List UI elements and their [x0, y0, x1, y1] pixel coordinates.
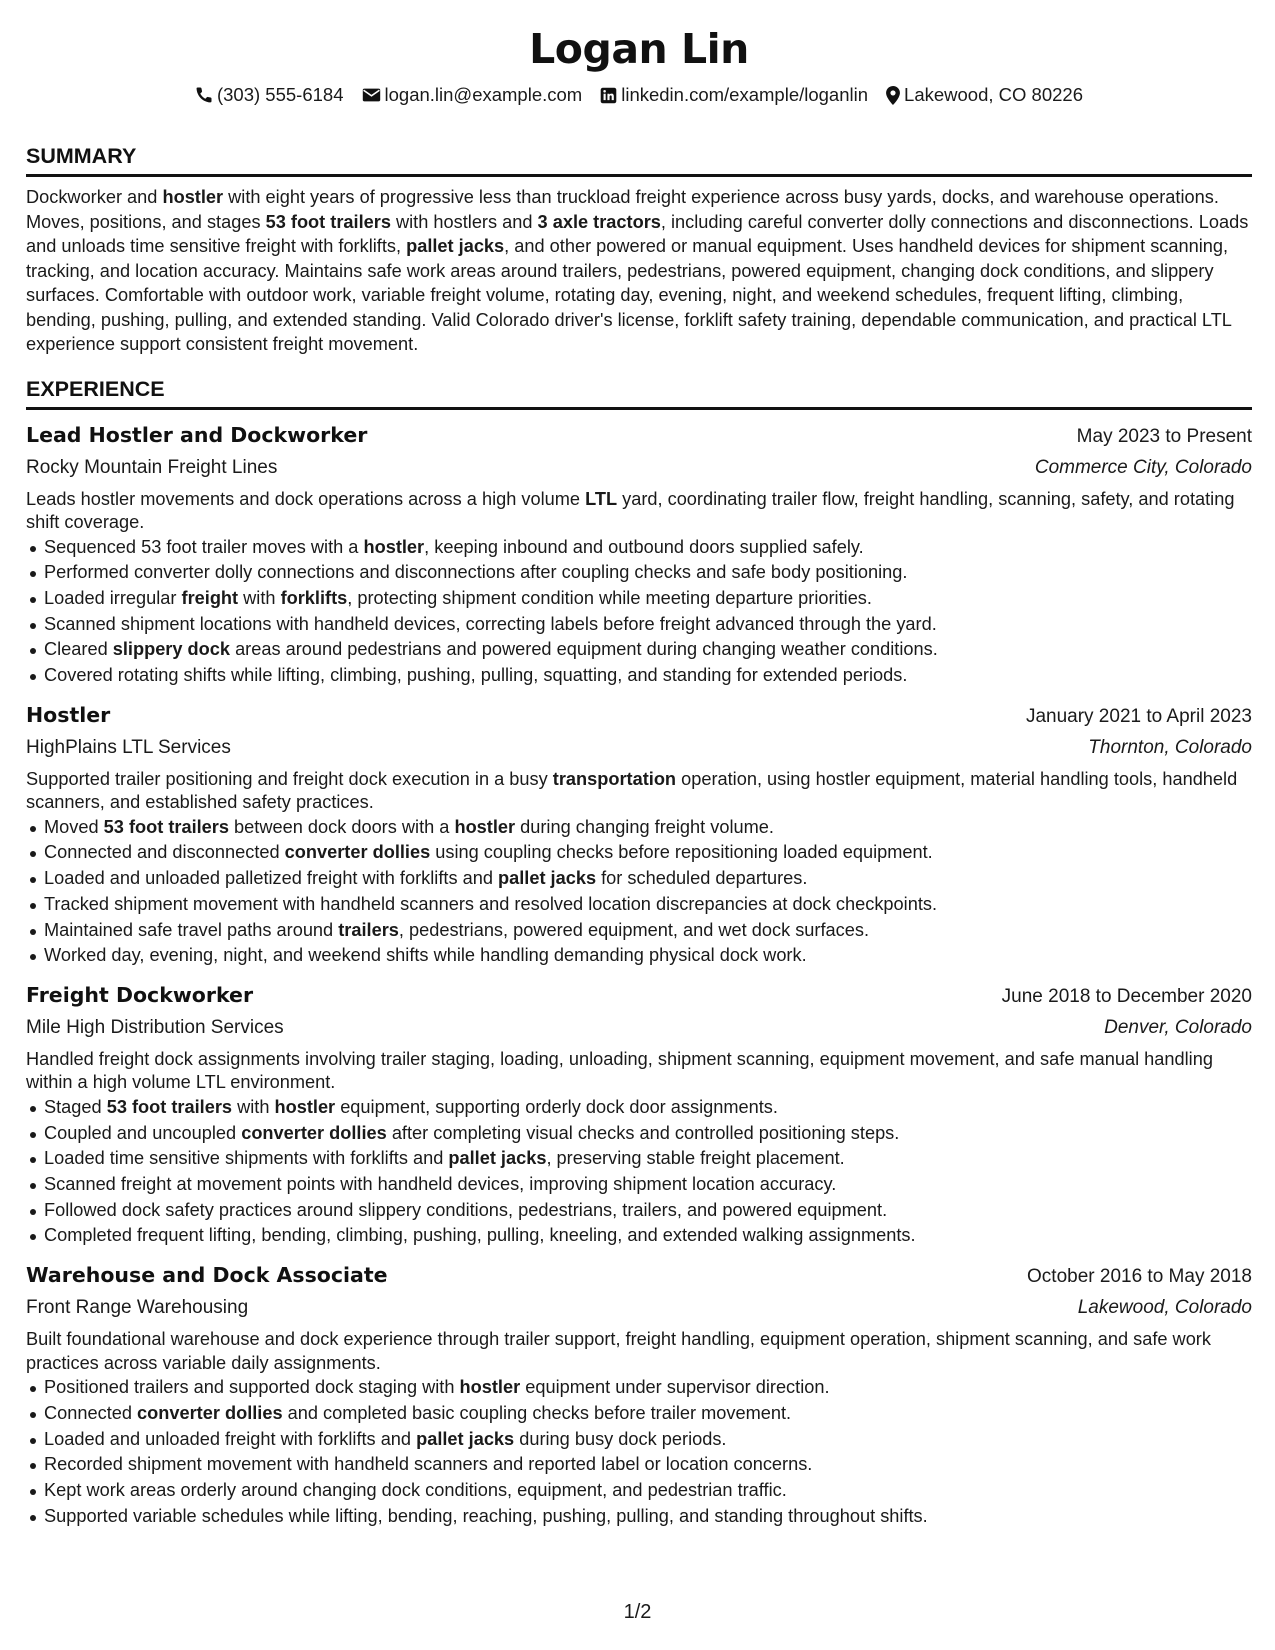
text-segment: between dock doors with a — [229, 816, 455, 837]
experience-section — [26, 376, 1252, 1530]
text-segment: Maintained safe travel paths around — [44, 919, 339, 940]
job-header-row — [26, 1260, 1252, 1292]
job-bullets — [26, 1375, 1252, 1529]
text-segment: with — [238, 587, 281, 608]
text-segment: with eight years of progressive less than truckload freight experience across busy yards, docks, and warehouse operations. Moves, positions, and stages — [26, 187, 1219, 232]
bullet-item — [44, 663, 1252, 689]
text-segment: areas around pedestrians and powered equipment during changing weather conditions. — [230, 639, 938, 660]
bullet-item — [44, 1198, 1252, 1224]
text-segment: Handled freight dock assignments involving trailer staging, loading, unloading, shipment scanning, equipment movement, and safe manual handling within a high volume LTL environment. — [26, 1048, 1213, 1093]
job-title: Warehouse and Dock Associate — [26, 1263, 388, 1288]
text-segment: Cleared — [44, 639, 113, 660]
bold-keyword: slippery dock — [112, 639, 231, 660]
map-pin-icon — [886, 86, 900, 105]
bullet-item — [44, 1095, 1252, 1121]
bullet-item — [44, 586, 1252, 612]
bold-keyword: forklifts — [280, 587, 348, 608]
job-header-row — [26, 980, 1252, 1012]
job-description — [26, 1048, 1252, 1095]
job-title: Freight Dockworker — [26, 982, 254, 1007]
bold-keyword: pallet jacks — [416, 1428, 515, 1449]
bullet-item — [44, 1146, 1252, 1172]
text-segment: Dockworker and — [26, 187, 163, 207]
text-segment: Worked day, evening, night, and weekend shifts while handling demanding physical dock work. — [44, 945, 807, 966]
bold-keyword: transportation — [552, 768, 677, 789]
bold-keyword: 3 axle tractors — [537, 211, 661, 232]
contact-location — [886, 83, 1083, 107]
job-subheader-row — [26, 733, 1252, 763]
text-segment: Supported trailer positioning and freight dock execution in a busy — [26, 768, 553, 789]
job-dates: October 2016 to May 2018 — [1027, 1266, 1252, 1288]
text-segment: using coupling checks before repositioning loaded equipment. — [430, 842, 933, 863]
contact-email[interactable] — [362, 83, 583, 107]
job-entry — [26, 980, 1252, 1249]
job-dates: May 2023 to Present — [1076, 425, 1252, 447]
bold-keyword: LTL — [585, 488, 618, 509]
text-segment: Positioned trailers and supported dock staging with — [44, 1377, 460, 1398]
text-segment: operation, using hostler equipment, material handling tools, handheld scanners, and established safety practices. — [26, 768, 1238, 813]
job-subheader-row — [26, 1013, 1252, 1043]
bullet-item — [44, 918, 1252, 944]
bullet-item — [44, 1401, 1252, 1427]
linkedin-icon — [600, 87, 617, 104]
bullet-item — [44, 1223, 1252, 1249]
job-dates: June 2018 to December 2020 — [1001, 985, 1252, 1007]
text-segment: equipment, supporting orderly dock door assignments. — [335, 1096, 778, 1117]
job-title: Hostler — [26, 702, 111, 727]
text-segment: Tracked shipment movement with handheld scanners and resolved location discrepancies at dock checkpoints. — [44, 893, 938, 914]
job-description — [26, 488, 1252, 535]
text-segment: for scheduled departures. — [596, 868, 808, 889]
linkedin-url[interactable]: linkedin.com/example/loganlin — [621, 84, 869, 105]
contact-bar — [26, 83, 1252, 107]
job-location: Lakewood, Colorado — [1077, 1297, 1252, 1319]
text-segment: Loaded time sensitive shipments with forklifts and — [44, 1148, 449, 1169]
text-segment: Recorded shipment movement with handheld scanners and reported label or location concerns. — [44, 1454, 813, 1475]
bold-keyword: pallet jacks — [498, 868, 597, 889]
text-segment: Connected and disconnected — [44, 842, 285, 863]
text-segment: Completed frequent lifting, bending, climbing, pushing, pulling, kneeling, and extended walking assignments. — [44, 1225, 916, 1246]
bold-keyword: freight — [181, 587, 239, 608]
job-bullets — [26, 815, 1252, 969]
contact-phone — [195, 83, 344, 107]
experience-heading: EXPERIENCE — [26, 376, 1252, 410]
text-segment: Loaded irregular — [44, 587, 182, 608]
job-entry — [26, 1260, 1252, 1529]
bullet-item — [44, 1172, 1252, 1198]
bullet-item — [44, 840, 1252, 866]
phone-number: (303) 555-6184 — [216, 84, 344, 105]
text-segment: with — [232, 1096, 275, 1117]
job-entry — [26, 420, 1252, 689]
text-segment: Staged — [44, 1096, 107, 1117]
job-bullets — [26, 1095, 1252, 1249]
text-segment: , protecting shipment condition while meeting departure priorities. — [347, 587, 872, 608]
bold-keyword: converter dollies — [241, 1122, 387, 1143]
job-description — [26, 768, 1252, 815]
text-segment: , pedestrians, powered equipment, and wet dock surfaces. — [398, 919, 870, 940]
text-segment: , and other powered or manual equipment. Uses handheld devices for shipment scanning, tracking, and location accuracy. Maintains safe work areas around trailers, pedestrians, powered equipment, changing dock conditions, and slippery surfaces. Comfortable with outdoor work, variable freight volume, rotating day, evening, night, and weekend schedules, frequent lifting, climbing, bending, pushing, pulling, and extended standing. Valid Colorado driver's license, forklift safety training, dependable communication, and practical LTL experience support consistent freight movement. — [26, 236, 1232, 354]
bullet-item — [44, 866, 1252, 892]
text-segment: Kept work areas orderly around changing dock conditions, equipment, and pedestrian traffic. — [44, 1479, 787, 1500]
job-location: Thornton, Colorado — [1088, 736, 1252, 758]
text-segment: Covered rotating shifts while lifting, climbing, pushing, pulling, squatting, and standing for extended periods. — [44, 665, 908, 686]
job-company: Front Range Warehousing — [26, 1297, 249, 1319]
text-segment: equipment under supervisor direction. — [520, 1377, 830, 1398]
text-segment: , including careful converter dolly connections and disconnections. Loads and unloads time sensitive freight with forklifts, — [26, 211, 1249, 256]
text-segment: Leads hostler movements and dock operations across a high volume — [26, 488, 586, 509]
bold-keyword: 53 foot trailers — [106, 1096, 233, 1117]
bullet-item — [44, 1504, 1252, 1530]
job-company: Mile High Distribution Services — [26, 1016, 284, 1038]
job-description — [26, 1328, 1252, 1375]
text-segment: Performed converter dolly connections and disconnections after coupling checks and safe body positioning. — [44, 562, 908, 583]
job-list — [26, 420, 1252, 1530]
job-bullets — [26, 535, 1252, 689]
text-segment: during changing freight volume. — [515, 816, 774, 837]
bullet-item — [44, 637, 1252, 663]
text-segment: Coupled and uncoupled — [44, 1122, 242, 1143]
job-entry — [26, 700, 1252, 969]
bold-keyword: 53 foot trailers — [265, 211, 391, 232]
bold-keyword: hostler — [162, 187, 224, 207]
job-company: HighPlains LTL Services — [26, 736, 231, 758]
text-segment: Supported variable schedules while lifting, bending, reaching, pushing, pulling, and standing throughout shifts. — [44, 1505, 928, 1526]
bold-keyword: hostler — [454, 816, 516, 837]
bullet-item — [44, 943, 1252, 969]
summary-section — [26, 143, 1252, 357]
bullet-item — [44, 560, 1252, 586]
bullet-item — [44, 1452, 1252, 1478]
text-segment: Loaded and unloaded freight with forklifts and — [44, 1428, 417, 1449]
text-segment: Followed dock safety practices around slippery conditions, pedestrians, trailers, and powered equipment. — [44, 1199, 888, 1220]
job-title: Lead Hostler and Dockworker — [26, 422, 368, 447]
bold-keyword: hostler — [459, 1377, 521, 1398]
text-segment: during busy dock periods. — [514, 1428, 727, 1449]
job-dates: January 2021 to April 2023 — [1025, 705, 1252, 727]
bold-keyword: converter dollies — [284, 842, 431, 863]
resume-header — [26, 24, 1252, 107]
job-subheader-row — [26, 1293, 1252, 1323]
summary-text — [26, 185, 1252, 357]
text-segment: Connected — [44, 1402, 138, 1423]
text-segment: Scanned freight at movement points with handheld devices, improving shipment location accuracy. — [44, 1174, 837, 1195]
bold-keyword: pallet jacks — [448, 1148, 547, 1169]
bullet-item — [44, 1121, 1252, 1147]
text-segment: Loaded and unloaded palletized freight with forklifts and — [44, 868, 498, 889]
text-segment: Built foundational warehouse and dock experience through trailer support, freight handling, equipment operation, shipment scanning, and safe work practices across variable daily assignments. — [26, 1329, 1211, 1373]
text-segment: , preserving stable freight placement. — [546, 1148, 845, 1169]
text-segment: Scanned shipment locations with handheld devices, correcting labels before freight advanced through the yard. — [44, 613, 937, 634]
bullet-item — [44, 1478, 1252, 1504]
resume-page — [26, 24, 1252, 1529]
page-number: 1/2 — [623, 1601, 652, 1623]
envelope-icon — [362, 87, 381, 103]
bold-keyword: hostler — [274, 1096, 336, 1117]
job-location: Commerce City, Colorado — [1034, 456, 1252, 478]
location-text: Lakewood, CO 80226 — [904, 84, 1083, 105]
job-header-row — [26, 700, 1252, 732]
bold-keyword: 53 foot trailers — [103, 816, 229, 837]
candidate-name: Logan Lin — [529, 25, 749, 73]
text-segment: Moved — [44, 816, 104, 837]
text-segment: after completing visual checks and controlled positioning steps. — [386, 1122, 900, 1143]
text-segment: Sequenced 53 foot trailer moves with a — [44, 536, 364, 557]
summary-heading: SUMMARY — [26, 143, 1252, 177]
bold-keyword: converter dollies — [137, 1402, 283, 1423]
bullet-item — [44, 612, 1252, 638]
job-header-row — [26, 420, 1252, 452]
job-location: Denver, Colorado — [1104, 1016, 1252, 1038]
text-segment: and completed basic coupling checks before trailer movement. — [282, 1402, 792, 1423]
phone-icon — [195, 86, 213, 104]
bullet-item — [44, 535, 1252, 561]
bullet-item — [44, 892, 1252, 918]
bold-keyword: hostler — [363, 536, 425, 557]
contact-linkedin[interactable] — [600, 83, 868, 107]
text-segment: with hostlers and — [390, 211, 538, 232]
text-segment: , keeping inbound and outbound doors supplied safely. — [424, 536, 864, 557]
bold-keyword: trailers — [338, 919, 399, 940]
job-company: Rocky Mountain Freight Lines — [26, 456, 278, 478]
text-segment: yard, coordinating trailer flow, freight handling, scanning, safety, and rotating shift coverage. — [26, 488, 1235, 532]
bullet-item — [44, 1375, 1252, 1401]
bold-keyword: pallet jacks — [406, 236, 505, 256]
bullet-item — [44, 815, 1252, 841]
job-subheader-row — [26, 453, 1252, 483]
bullet-item — [44, 1427, 1252, 1453]
email-address[interactable]: logan.lin@example.com — [384, 84, 583, 105]
